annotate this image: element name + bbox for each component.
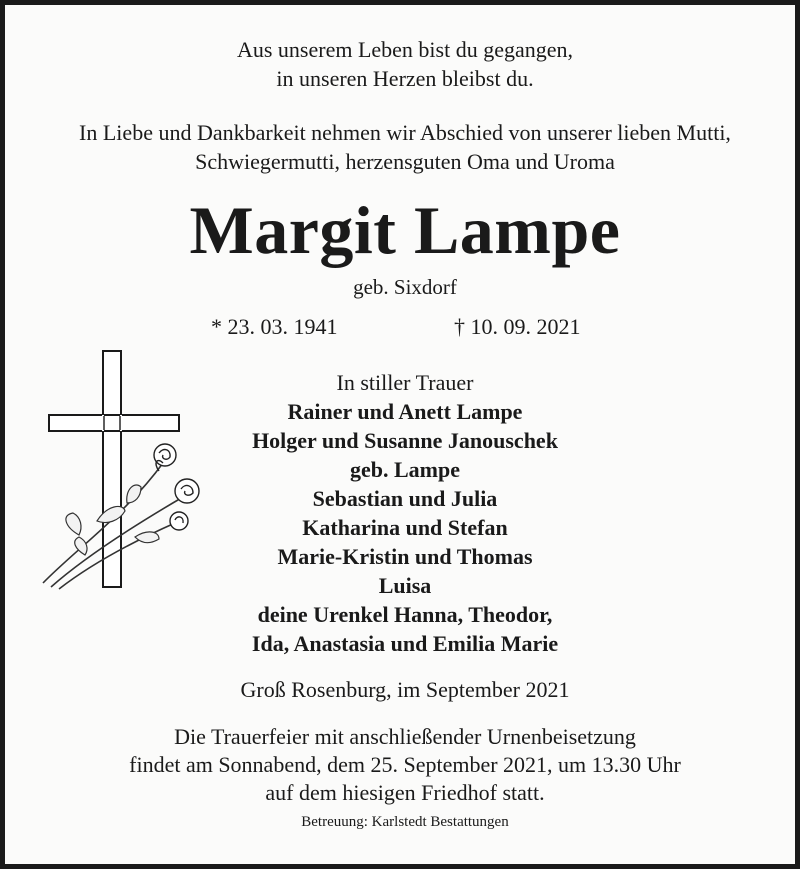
funeral-notice xyxy=(5,723,800,807)
funeral-line-2: findet am Sonnabend, dem 25. September 2021, um 13.30 Uhr xyxy=(129,752,681,777)
mourning-lead: In stiller Trauer xyxy=(336,370,474,395)
motto-line-1: Aus unserem Leben bist du gegangen, xyxy=(236,37,574,62)
mourners-block xyxy=(155,368,655,658)
funeral-line-3: auf dem hiesigen Friedhof statt. xyxy=(265,780,545,805)
intro-text xyxy=(5,118,800,176)
mourner-line: deine Urenkel Hanna, Theodor, xyxy=(257,602,553,627)
mourner-line: geb. Lampe xyxy=(350,457,460,482)
death-date: † 10. 09. 2021 xyxy=(454,314,581,339)
mourner-line: Luisa xyxy=(378,573,432,598)
funeral-line-1: Die Trauerfeier mit anschließender Urnenbeisetzung xyxy=(174,724,636,749)
intro-line-1: In Liebe und Dankbarkeit nehmen wir Abschied von unserer lieben Mutti, xyxy=(79,120,731,145)
intro-line-2: Schwiegermutti, herzensguten Oma und Uroma xyxy=(195,149,615,174)
mourner-line: Holger und Susanne Janouschek xyxy=(252,428,558,453)
mourner-line: Ida, Anastasia und Emilia Marie xyxy=(251,631,559,656)
motto-line-2: in unseren Herzen bleibst du. xyxy=(276,66,534,91)
mourner-line: Rainer und Anett Lampe xyxy=(287,399,523,424)
mourner-line: Sebastian und Julia xyxy=(312,486,498,511)
deceased-name: Margit Lampe xyxy=(189,192,621,268)
birth-date: * 23. 03. 1941 xyxy=(211,314,338,339)
mourner-line: Marie-Kristin und Thomas xyxy=(277,544,533,569)
mourner-line: Katharina und Stefan xyxy=(302,515,508,540)
motto xyxy=(5,35,800,93)
place-and-date: Groß Rosenburg, im September 2021 xyxy=(240,677,570,702)
maiden-name: geb. Sixdorf xyxy=(353,275,457,299)
undertaker-credit: Betreuung: Karlstedt Bestattungen xyxy=(301,814,509,830)
